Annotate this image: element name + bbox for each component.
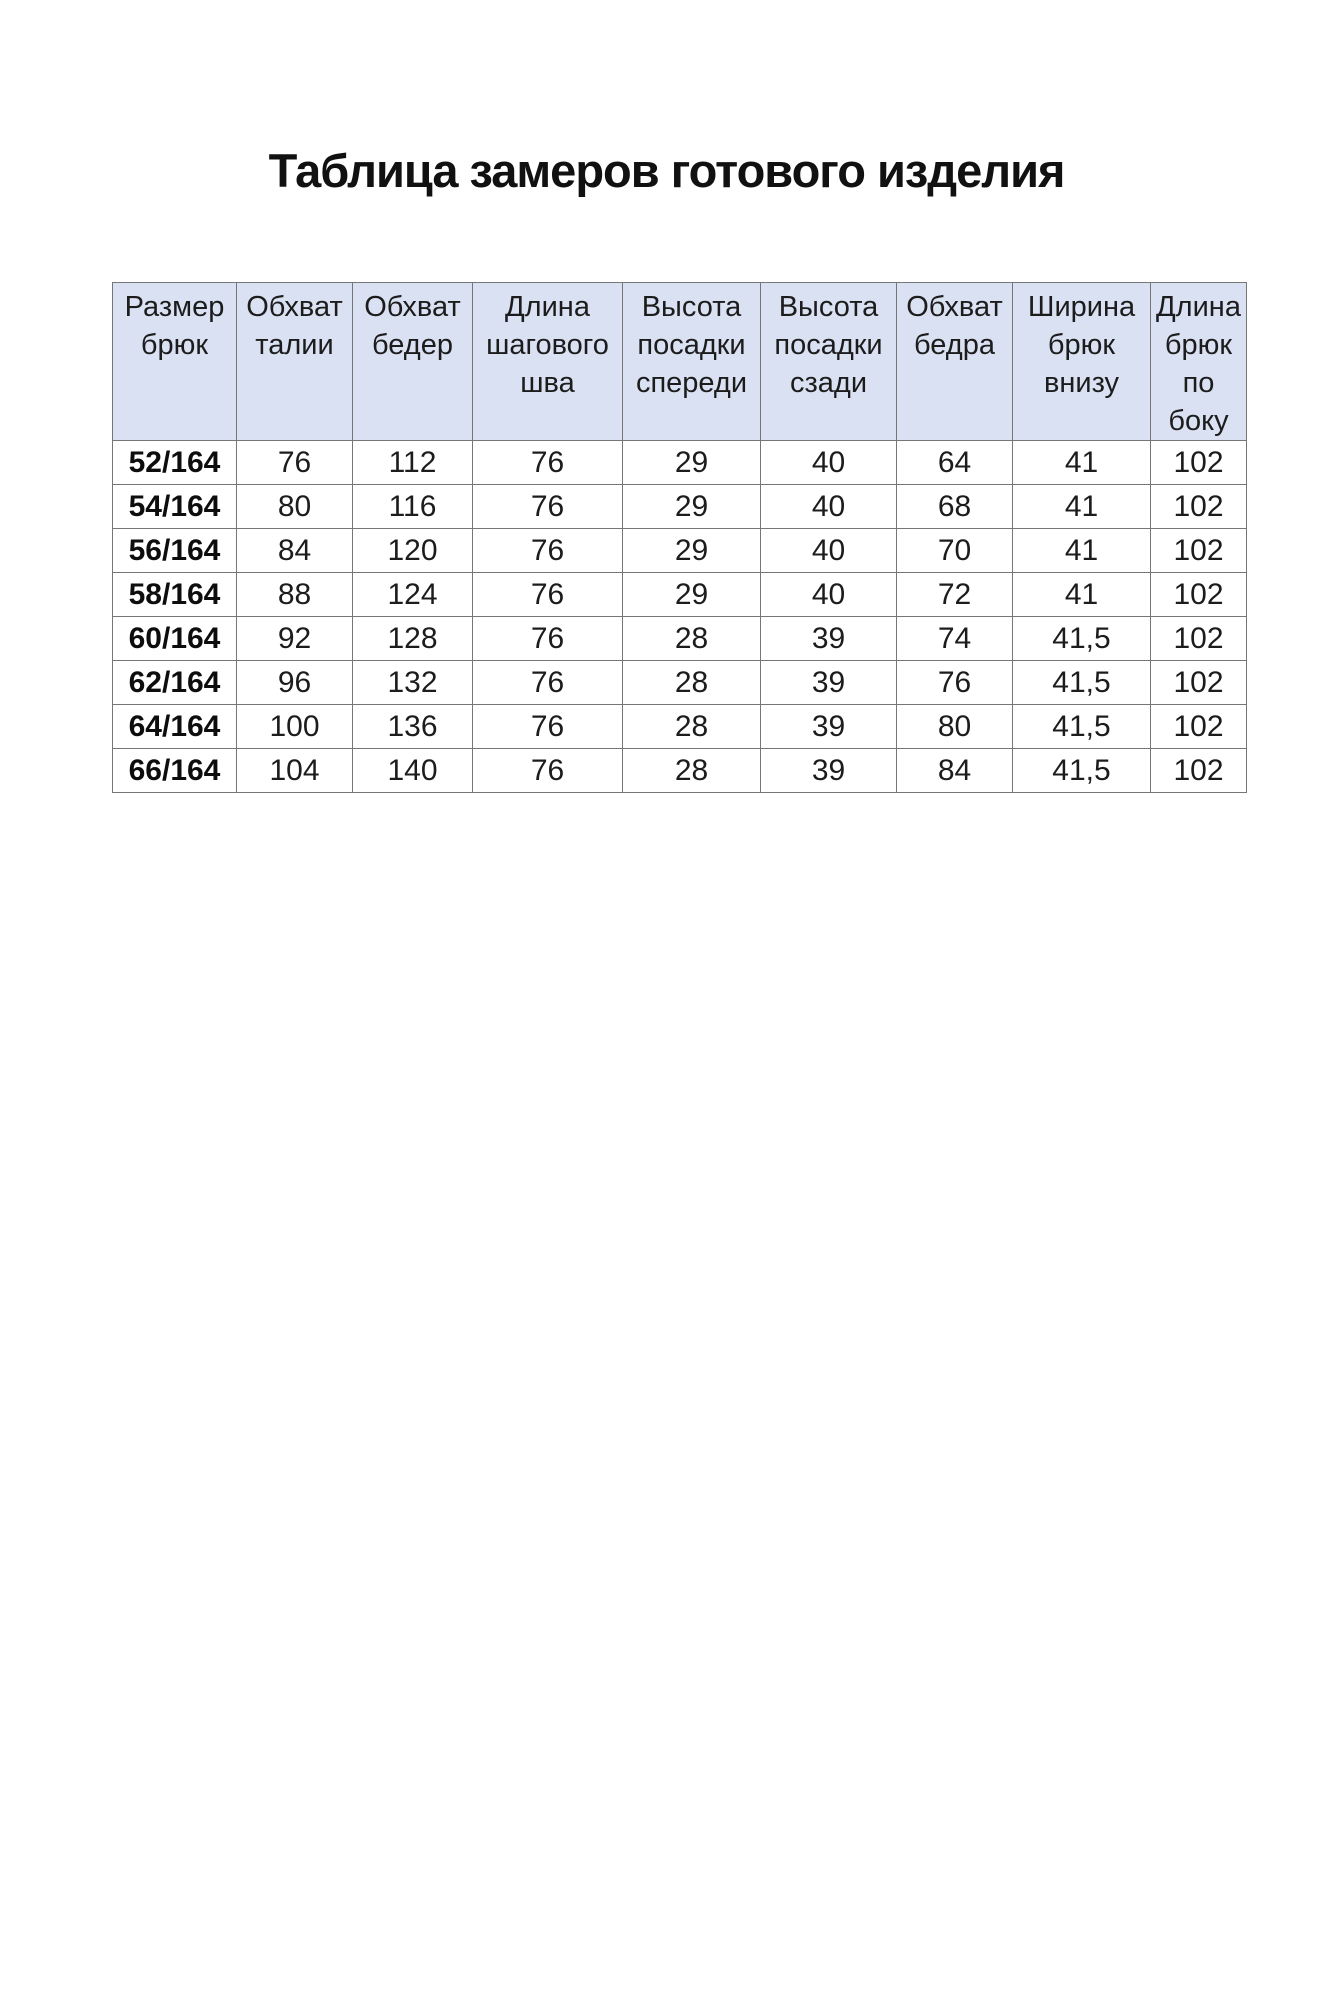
table-cell: 29 bbox=[623, 573, 761, 617]
table-cell: 80 bbox=[237, 485, 353, 529]
table-cell: 74 bbox=[897, 617, 1013, 661]
size-cell: 66/164 bbox=[113, 749, 237, 793]
table-cell: 92 bbox=[237, 617, 353, 661]
table-cell: 76 bbox=[473, 529, 623, 573]
column-header-front-rise: Высота посадки спереди bbox=[623, 283, 761, 441]
table-cell: 84 bbox=[237, 529, 353, 573]
table-cell: 41,5 bbox=[1013, 705, 1151, 749]
table-cell: 112 bbox=[353, 441, 473, 485]
table-cell: 80 bbox=[897, 705, 1013, 749]
table-cell: 64 bbox=[897, 441, 1013, 485]
table-cell: 28 bbox=[623, 661, 761, 705]
table-row bbox=[113, 485, 1247, 529]
table-cell: 28 bbox=[623, 617, 761, 661]
table-cell: 39 bbox=[761, 749, 897, 793]
table-cell: 116 bbox=[353, 485, 473, 529]
measurement-table bbox=[112, 282, 1247, 793]
table-cell: 76 bbox=[237, 441, 353, 485]
table-header bbox=[113, 283, 1247, 441]
table-cell: 70 bbox=[897, 529, 1013, 573]
table-cell: 40 bbox=[761, 529, 897, 573]
column-header-waist: Обхват талии bbox=[237, 283, 353, 441]
table-cell: 76 bbox=[473, 485, 623, 529]
table-cell: 40 bbox=[761, 485, 897, 529]
table-cell: 39 bbox=[761, 617, 897, 661]
table-cell: 102 bbox=[1151, 529, 1247, 573]
table-cell: 68 bbox=[897, 485, 1013, 529]
table-row bbox=[113, 749, 1247, 793]
table-cell: 136 bbox=[353, 705, 473, 749]
table-cell: 120 bbox=[353, 529, 473, 573]
size-cell: 64/164 bbox=[113, 705, 237, 749]
table-row bbox=[113, 573, 1247, 617]
table-cell: 76 bbox=[473, 573, 623, 617]
table-cell: 41 bbox=[1013, 529, 1151, 573]
table-cell: 140 bbox=[353, 749, 473, 793]
table-cell: 29 bbox=[623, 441, 761, 485]
column-header-side-length: Длина брюк по боку bbox=[1151, 283, 1247, 441]
table-cell: 39 bbox=[761, 705, 897, 749]
table-cell: 96 bbox=[237, 661, 353, 705]
table-row bbox=[113, 617, 1247, 661]
table-cell: 40 bbox=[761, 441, 897, 485]
table-cell: 76 bbox=[473, 617, 623, 661]
table-cell: 40 bbox=[761, 573, 897, 617]
table-cell: 76 bbox=[897, 661, 1013, 705]
table-cell: 41,5 bbox=[1013, 749, 1151, 793]
table-cell: 104 bbox=[237, 749, 353, 793]
table-cell: 102 bbox=[1151, 705, 1247, 749]
table-body bbox=[113, 441, 1247, 793]
column-header-hips: Обхват бедер bbox=[353, 283, 473, 441]
table-cell: 41 bbox=[1013, 573, 1151, 617]
table-row bbox=[113, 661, 1247, 705]
table-cell: 102 bbox=[1151, 573, 1247, 617]
table-cell: 100 bbox=[237, 705, 353, 749]
table-cell: 29 bbox=[623, 529, 761, 573]
table-cell: 72 bbox=[897, 573, 1013, 617]
size-cell: 62/164 bbox=[113, 661, 237, 705]
table-cell: 88 bbox=[237, 573, 353, 617]
size-cell: 52/164 bbox=[113, 441, 237, 485]
table-cell: 102 bbox=[1151, 485, 1247, 529]
column-header-inseam: Длина шагового шва bbox=[473, 283, 623, 441]
size-cell: 58/164 bbox=[113, 573, 237, 617]
table-cell: 41,5 bbox=[1013, 617, 1151, 661]
table-cell: 128 bbox=[353, 617, 473, 661]
table-cell: 41,5 bbox=[1013, 661, 1151, 705]
table-cell: 102 bbox=[1151, 441, 1247, 485]
table-row bbox=[113, 705, 1247, 749]
column-header-thigh: Обхват бедра bbox=[897, 283, 1013, 441]
table-cell: 102 bbox=[1151, 661, 1247, 705]
column-header-hem-width: Ширина брюк внизу bbox=[1013, 283, 1151, 441]
table-cell: 41 bbox=[1013, 441, 1151, 485]
header-row bbox=[113, 283, 1247, 441]
size-cell: 54/164 bbox=[113, 485, 237, 529]
table-cell: 132 bbox=[353, 661, 473, 705]
table-cell: 76 bbox=[473, 441, 623, 485]
table-row bbox=[113, 441, 1247, 485]
table-cell: 124 bbox=[353, 573, 473, 617]
table-row bbox=[113, 529, 1247, 573]
table-cell: 29 bbox=[623, 485, 761, 529]
page-title: Таблица замеров готового изделия bbox=[268, 144, 1065, 197]
size-cell: 60/164 bbox=[113, 617, 237, 661]
table-cell: 102 bbox=[1151, 617, 1247, 661]
column-header-back-rise: Высота посадки сзади bbox=[761, 283, 897, 441]
table-cell: 28 bbox=[623, 749, 761, 793]
table-cell: 102 bbox=[1151, 749, 1247, 793]
table-cell: 39 bbox=[761, 661, 897, 705]
size-cell: 56/164 bbox=[113, 529, 237, 573]
table-cell: 76 bbox=[473, 661, 623, 705]
table-cell: 76 bbox=[473, 749, 623, 793]
table-cell: 84 bbox=[897, 749, 1013, 793]
table-cell: 76 bbox=[473, 705, 623, 749]
table-cell: 41 bbox=[1013, 485, 1151, 529]
column-header-size: Размер брюк bbox=[113, 283, 237, 441]
table-cell: 28 bbox=[623, 705, 761, 749]
